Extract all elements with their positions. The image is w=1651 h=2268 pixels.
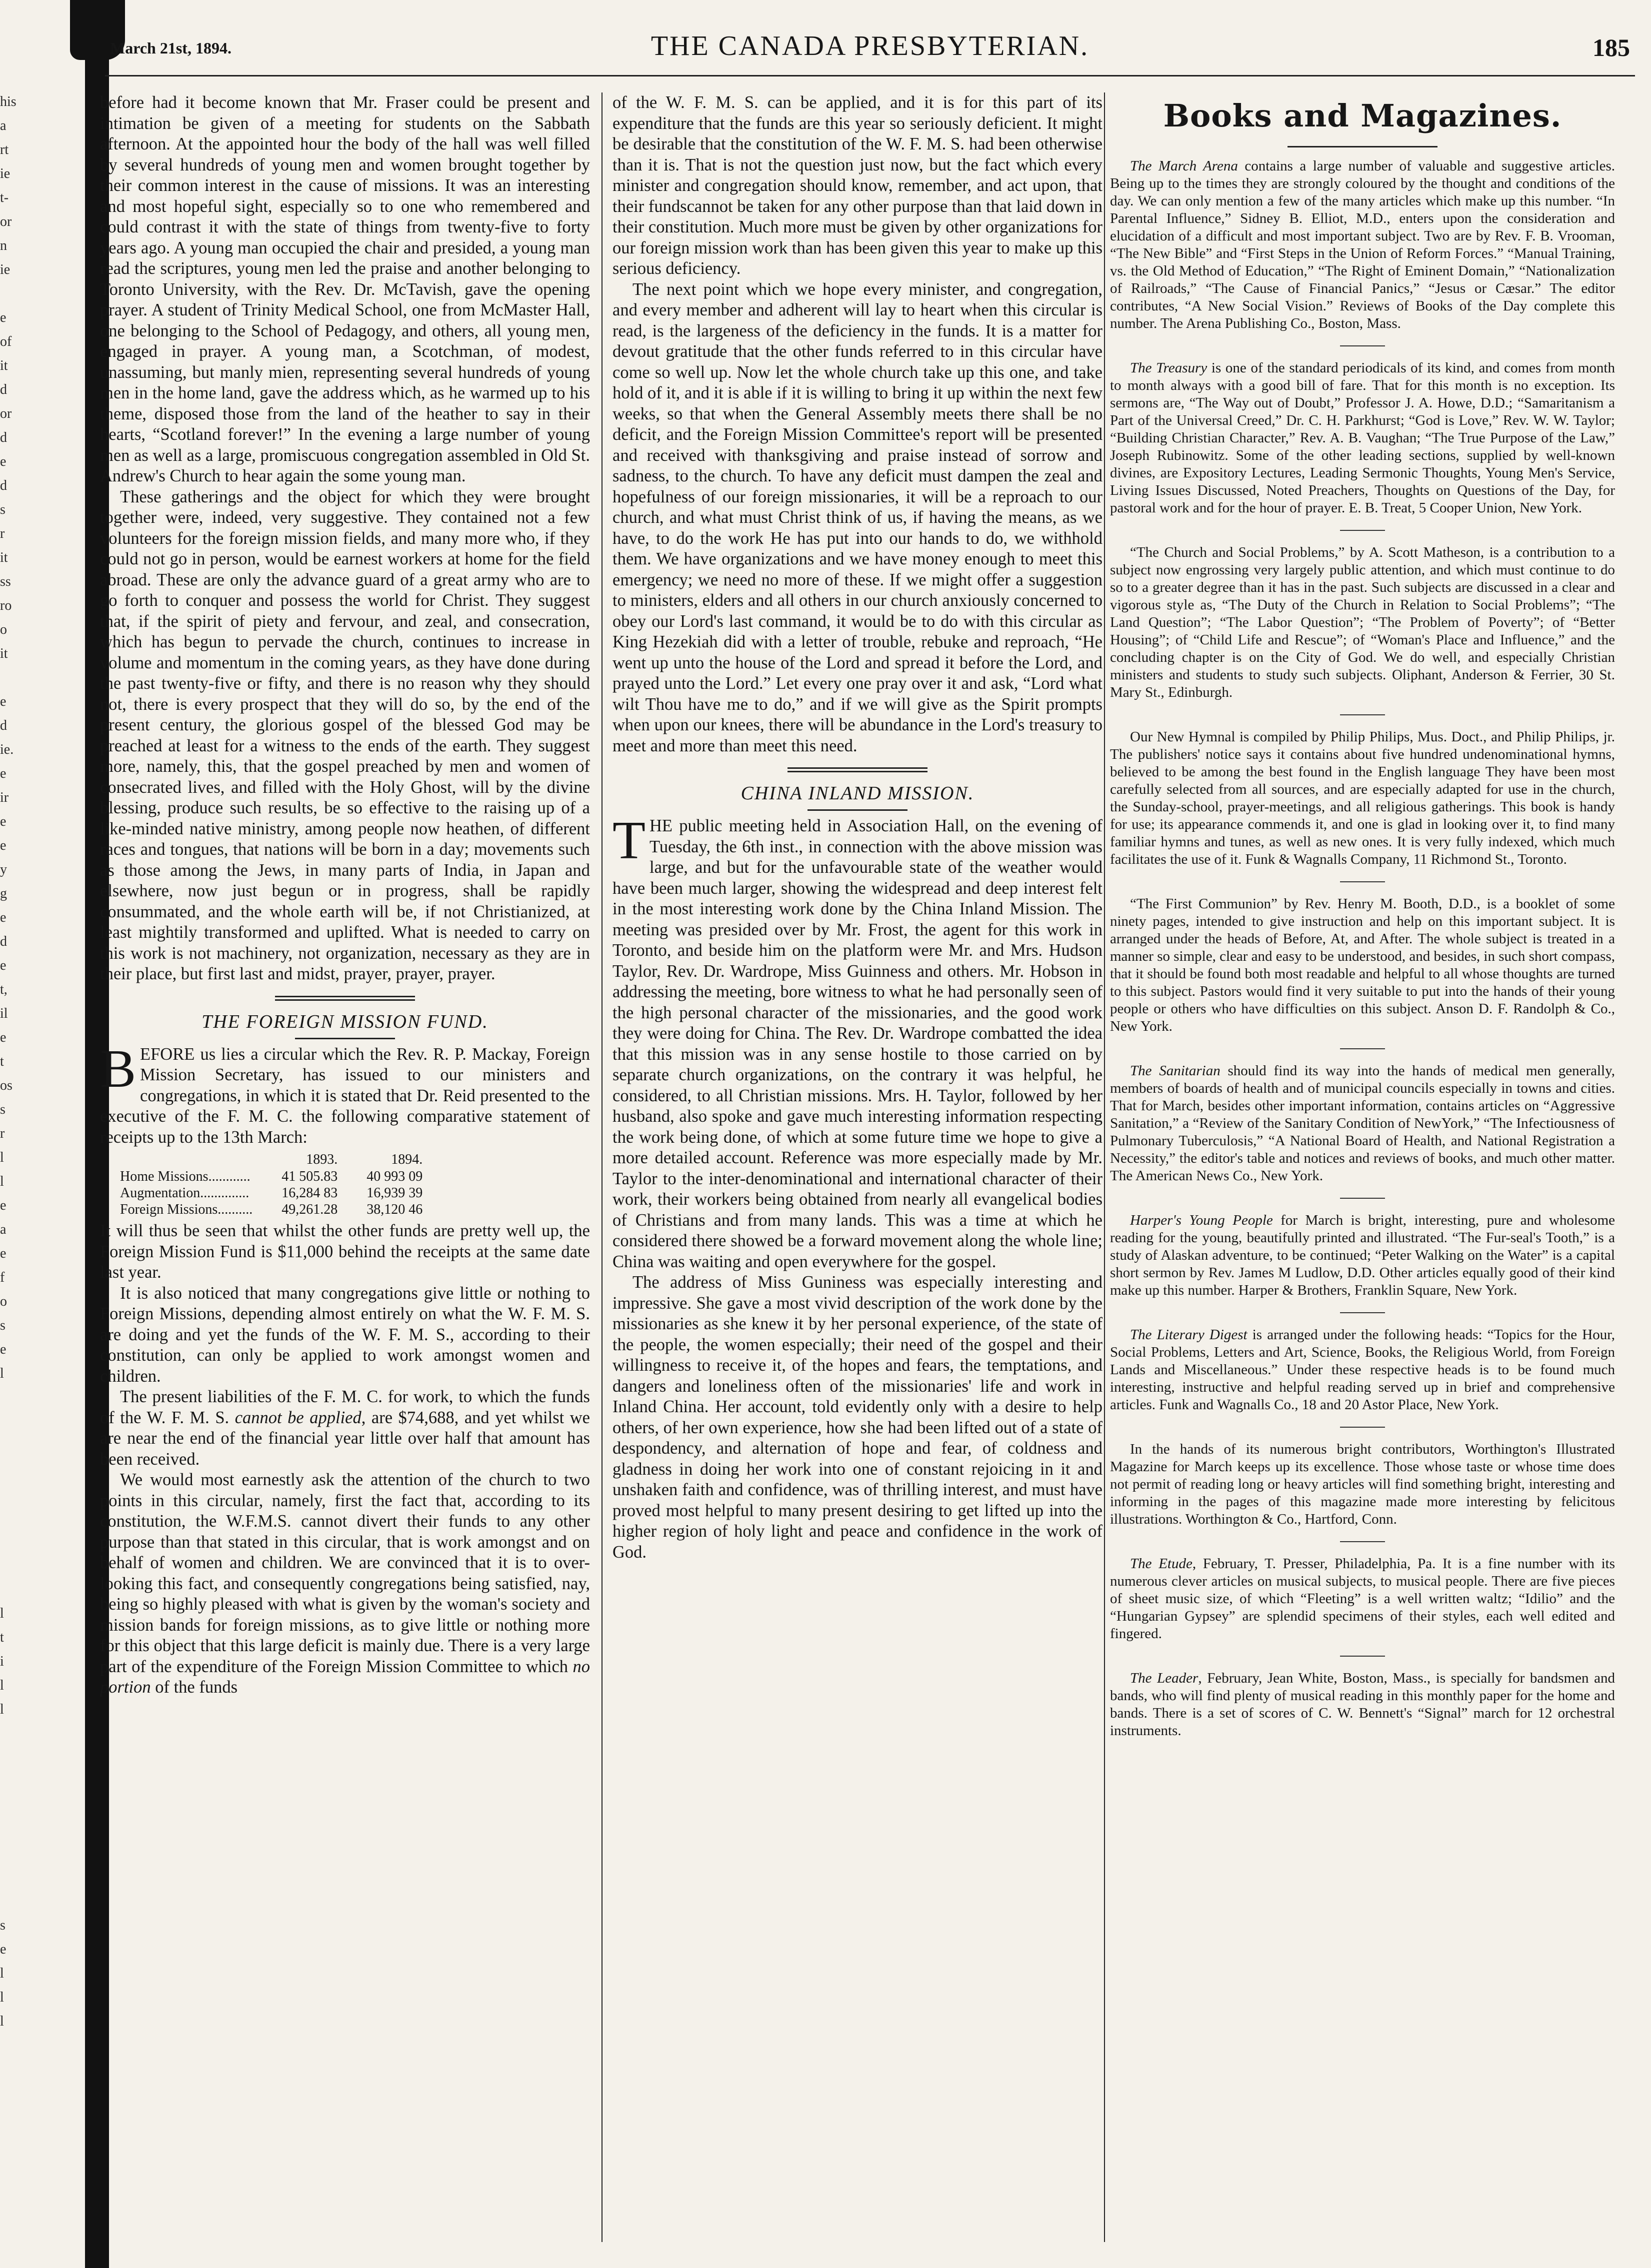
section-divider [275, 996, 415, 1001]
review-list [1110, 157, 1615, 1740]
review-separator [1340, 1312, 1385, 1313]
table-row: Foreign Missions.......... 49,261.28 38,120 46 [120, 1202, 423, 1217]
section-divider [788, 767, 928, 772]
page-number: 185 [1592, 33, 1630, 61]
table-row: Home Missions............ 41 505.83 40 993 09 [120, 1169, 423, 1184]
paragraph: of the W. F. M. S. can be applied, and it is for this part of its expenditure that the funds are this year so seriously deficient. It might be desirable that the constitution of the W. F. M. S. had been otherwise than it is. That is not the question just now, but the fact which every minister and congregation should know, remember, and act upon, that their fundscannot be taken for any other purpose than that laid down in their constitution. Much more must be given by other organizations for our foreign mission work than has been given this year to make up this serious deficiency. [612, 93, 1102, 278]
page-header [105, 30, 1635, 70]
review-separator [1340, 345, 1385, 346]
review-separator [1340, 1048, 1385, 1049]
heading-rule [1288, 146, 1438, 147]
paragraph: It is also noticed that many congregations give little or nothing to Foreign Missions, depending almost entirely on what the W. F. M. S. are doing and yet the funds of the W. F. M. S., according to their constitution, can only be applied to work amongst women and children. [100, 1283, 590, 1386]
column-middle [612, 92, 1102, 2257]
review-item: The Literary Digest is arranged under the following heads: “Topics for the Hour, Social Problems, Letters and Art, Science, Books, the Religious World, from Foreign Lands and Miscellaneous.” Under these respective heads is to be found much interesting, instructive and helpful reading served up in brief and comprehensive articles. Funk and Wagnalls Co., 18 and 20 Astor Place, New York. [1110, 1327, 1615, 1413]
drop-cap: B [100, 1039, 136, 1099]
column-rule-2 [1104, 92, 1105, 2242]
previous-page-margin-text: his a rt ie t- or n ie e of it d or d e d s r it ss ro o it e d ie. e ir e e y g e d e t, il e t os s r l l e a e f o s e l l t i l l s e l l l [0, 94, 16, 2029]
review-item: The Sanitarian should find its way into the hands of medical men generally, members of boards of health and of municipal councils especially in towns and cities. That for March, besides other important information, contains articles on “Aggressive Sanitation,” a “Review of the Sanitary Condition of NewYork,” “The Infectiousness of Pulmonary Tuberculosis,” “A National Board of Health, and National Registration a Necessity,” the editor's table and notices and reviews of books, and much other matter. The American News Co., New York. [1110, 1063, 1615, 1184]
year-header: 1893. [306, 1152, 338, 1167]
publication-title: THE CANADA PRESBYTERIAN. [650, 30, 1090, 61]
review-separator [1340, 881, 1385, 882]
review-separator [1340, 530, 1385, 531]
drop-cap: T [612, 811, 646, 870]
paragraph: The address of Miss Guniness was especially interesting and impressive. She gave a most vivid description of the work done by the missionaries as she knew it by her personal experience, of the state of the people, the women especially; their need of the gospel and their willingness to receive it, of the hopes and fears, the temptations, and dangers and loneliness often of the missionaries' life and work in Inland China. Her account, told evidently only with a desire to help others, of her own experience, how she had been lifted out of a state of despondency, and alternation of hope and fear, of coldness and gladness in doing her work into one of constant rejoicing in it and unshaken faith and confidence, was of thrilling interest, and must have proved most helpful to many present desiring to get lifted up into the higher region of holy light and peace and confidence in the work of God. [612, 1273, 1102, 1562]
column-left [100, 92, 590, 2257]
issue-date: March 21st, 1894. [110, 39, 232, 57]
review-item: Our New Hymnal is compiled by Philip Philips, Mus. Doct., and Philip Philips, jr. The publishers' notice says it contains about five hundred undenominational hymns, believed to be among the best found in the English language They have been most carefully selected from all sources, and are especially adapted for use in the church, the Sunday-school, prayer-meetings, and all religious gatherings. This book is handy for use; its appearance commends it, and one is glad in looking over it, to find many familiar hymns and tunes, as well as new ones. It is very fully indexed, which much facilitates the use of it. Funk & Wagnalls Company, 11 Richmond St., Toronto. [1110, 729, 1615, 867]
review-item: The March Arena contains a large number of valuable and suggestive articles. Being up to the times they are strongly coloured by the thought and conditions of the day. We can only mention a few of the many articles which make up this number. “In Parental Influence,” Sidney B. Elliot, M.D., enters upon the consideration and elucidation of a difficult and most important subject. Two are by Rev. F. B. Vrooman, “The New Bible” and “First Steps in the Union of Reform Forces.” “Manual Training, vs. the Old Method of Education,” “The Right of Eminent Domain,” “Nationalization of Railroads,” “The Cause of Financial Panics,” “Jesus or Cæsar.” The editor contributes, “A New Social Vision.” Reviews of Books of the Day complete this number. The Arena Publishing Co., Boston, Mass. [1110, 158, 1615, 331]
review-item: The Treasury is one of the standard periodicals of its kind, and comes from month to month always with a good bill of fare. That for this month is no exception. Its sermons are, “The Way out of Doubt,” Professor J. A. Howe, D.D.; “Samaritanism a Part of the Universal Creed,” Dr. C. H. Parkhurst; “God is Love,” Rev. W. W. Taylor; “Building Christian Character,” Rev. A. B. Vaughan; “The True Purpose of the Law,” Joseph Rubinowitz. Some of the other leading sections, supplied by well-known divines, are Expository Lectures, Leading Sermonic Thoughts, Young Men's Service, Living Issues Discussed, Noted Preachers, Thoughts on Questions of the Day, for pastoral work and for the hour of prayer. E. B. Treat, 5 Cooper Union, New York. [1110, 360, 1615, 516]
review-separator [1340, 1427, 1385, 1428]
year-header: 1894. [391, 1152, 423, 1167]
section-heading: CHINA INLAND MISSION. [740, 783, 974, 804]
column-right [1110, 92, 1615, 2257]
heading-rule [808, 809, 908, 811]
section-heading: THE FOREIGN MISSION FUND. [202, 1011, 488, 1032]
header-rule [105, 75, 1635, 76]
review-separator [1340, 1656, 1385, 1657]
receipts-table [120, 1151, 590, 1218]
paragraph: The next point which we hope every minister, and congregation, and every member and adherent will lay to heart when this circular is read, is the largeness of the deficiency in the funds. It is a matter for devout gratitude that the other funds referred to in this circular have come so well up. Now let the whole church take up this one, and take hold of it, and it is able if it is willing to bring it up within the next few weeks, so that when the General Assembly meets there shall be no deficit, and the Foreign Mission Committee's report will be presented and received with thanksgiving and praise instead of sorrow and sadness, to the church. To have any deficit must dampen the zeal and hopefulness of our foreign missionaries, it will be a reproach to our church, and what must Christ think of us, if having the means, as we have, to do the work He has put into our hands to do, we withhold them. We have organizations and we have money enough to meet this emergency; we need no more of these. If we might offer a suggestion to ministers, elders and all others in our church anxiously concerned to obey our Lord's last command, it would be to do with this circular as King Hezekiah did with a letter of trouble, rebuke and reproach, “He went up unto the house of the Lord and spread it before the Lord, and prayed unto the Lord.” Let every one pray over it and ask, “Lord what wilt Thou have me to do,” and if we will give as the Spirit prompts when upon our knees, there will be abundance in the Lord's treasury to meet and more than meet this need. [612, 279, 1102, 755]
paragraph: It will thus be seen that whilst the other funds are pretty well up, the Foreign Mission Fund is $11,000 behind the receipts at the same date last year. [100, 1221, 590, 1282]
review-item: The Etude, February, T. Presser, Philadelphia, Pa. It is a fine number with its numerous clever articles on musical subjects, to musical people. There are five pieces of sheet music size, of which “Fleeting” is a well written waltz; “Idilio” and the “Hungarian Gypsey” are splendid specimens of their styles, each well edited and fingered. [1110, 1556, 1615, 1642]
review-item: The Leader, February, Jean White, Boston, Mass., is specially for bandsmen and bands, who will find plenty of musical reading in this monthly paper for the home and bands. There is a set of scores of C. W. Bennett's “Signal” march for 12 orchestral instruments. [1110, 1670, 1615, 1739]
review-separator [1340, 714, 1385, 715]
review-item: Harper's Young People for March is bright, interesting, pure and wholesome reading for the young, beautifully printed and illustrated. “The Fur-seal's Tooth,” is a study of Alaskan adventure, to be continued; “Peter Walking on the Water” is a capital short sermon by Rev. James M Ludlow, D.D. Other articles equally good of their kind make up this number. Harper & Brothers, Franklin Square, New York. [1110, 1212, 1615, 1298]
paragraph: THE public meeting held in Association Hall, on the evening of Tuesday, the 6th inst., in connection with the above mission was large, and but for the unfavourable state of the weather would have been much larger, showing the widespread and deep interest felt in the most interesting work done by the China Inland Mission. The meeting was presided over by Mr. Frost, the agent for this work in Toronto, and beside him on the platform were Mr. and Mrs. Hudson Taylor, Rev. Dr. Wardrope, Miss Guinness and others. Mr. Hobson in addressing the meeting, bore witness to what he had personally seen of the high personal character of the missionaries, and the good work they were doing for China. The Rev. Dr. Wardrope combatted the idea that this mission was in any sense hostile to those carried on by separate church organizations, on the contrary it was helpful, he considered, to all Christian missions. Mrs. H. Taylor, followed by her husband, also spoke and gave much interesting information respecting the work being done, of which at some future time we hope to give a more detailed account. Reference was more especially made by Mr. Taylor to the inter-denominational and international character of their work, their workers being obtained from nearly all evangelical bodies of Christians and from many lands. This was a time at which he considered there showed be a forward movement along the whole line; China was waiting and open everywhere for the gospel. [612, 811, 1102, 1271]
paragraph: BEFORE us lies a circular which the Rev. R. P. Mackay, Foreign Mission Secretary, has issued to our ministers and congregations, in which it is stated that Dr. Reid presented to the executive of the F. M. C. the following comparative statement of receipts up to the 13th March: [100, 1039, 590, 1147]
review-item: “The First Communion” by Rev. Henry M. Booth, D.D., is a booklet of some ninety pages, intended to give instruction and help on this important subject. It is arranged under the heads of Before, At, and After. The whole subject is treated in a manner so simple, clear and easy to be understood, and besides, in such short compass, that it should be found both most readable and helpful to all whose thoughts are turned to this subject. Pastors would find it very suitable to put into the hands of their young people or others who have difficulties on this subject. Anson D. F. Randolph & Co., New York. [1110, 896, 1615, 1034]
paragraph: The present liabilities of the F. M. C. for work, to which the funds of the W. F. M. S. cannot be applied, are $74,688, and yet whilst we are near the end of the financial year little over half that amount has been received. [100, 1387, 590, 1469]
review-separator [1340, 1198, 1385, 1199]
table-row: Augmentation.............. 16,284 83 16,939 39 [120, 1185, 423, 1201]
paragraph: We would most earnestly ask the attention of the church to two points in this circular, namely, first the fact that, according to its constitution, the W.F.M.S. cannot divert their funds to any other purpose than that stated in this circular, that is work amongst and on behalf of women and children. We are convinced that it is to over-looking this fact, and consequently congregations being satisfied, nay, being so highly pleased with what is given by the woman's society and mission bands for foreign missions, as to give little or nothing more for this object that this large deficit is mainly due. There is a very large part of the expenditure of the Foreign Mission Committee to which no portion of the funds [100, 1470, 590, 1697]
books-magazines-heading: Books and Magazines. [1163, 97, 1562, 134]
review-separator [1340, 1541, 1385, 1542]
review-item: “The Church and Social Problems,” by A. Scott Matheson, is a contribution to a subject now engrossing very largely public attention, and which must continue to do so to a greater degree than it has in the past. Such subjects are discussed in a clear and vigorous style as, “The Duty of the Church in Relation to Social Problems”; “The Land Question”; “The Labor Question”; “The Problem of Poverty”; of “Better Housing”; of “Child Life and Rescue”; of “Woman's Place and Influence,” and the concluding chapter is on the City of God. We do well, and especially Christian ministers and students to study such subjects. Oliphant, Anderson & Ferrier, 30 St. Mary St., Edinburgh. [1110, 544, 1615, 700]
paragraph: These gatherings and the object for which they were brought together were, indeed, very suggestive. They contained not a few volunteers for the foreign mission fields, and many more who, if they could not go in person, would be earnest workers at home for the field abroad. These are only the advance guard of a great army who are to go forth to conquer and possess the world for Christ. They suggest that, if the spirit of piety and fervour, and zeal, and consecration, which has begun to pervade the church, continues to increase in volume and momentum in the coming years, as they have done during the past twenty-five or fifty, and there is no reason why they should not, there is every prospect that they will do so, by the end of the present century, the glorious gospel of the blessed God may be preached at least for a witness to the ends of the earth. They suggest more, namely, this, that the gospel preached by men and women of consecrated lives, and filled with the Holy Ghost, will by the divine blessing, produce such results, be so effective to the raising up of a like-minded native ministry, among people now heathen, of different races and tongues, that nations will be born in a day; movements such as those among the Jews, in many parts of India, in Japan and elsewhere, now just begun or in progress, shall be rapidly consummated, and the whole earth will be, if not Christianized, at least mightily transformed and uplifted. What is needed to carry on this work is not machinery, not organization, necessary as they are in their place, but first last and midst, prayer, prayer, prayer. [100, 487, 590, 983]
heading-rule [295, 1038, 395, 1039]
review-item: In the hands of its numerous bright contributors, Worthington's Illustrated Magazine for March keeps up its excellence. Those whose taste or whose time does not permit of reading long or heavy articles will find something bright, interesting and informing in the pages of this magazine made more interesting by felicitous illustrations. Worthington & Co., Hartford, Conn. [1110, 1441, 1615, 1527]
paragraph: before had it become known that Mr. Fraser could be present and intimation be given of a meeting for students on the Sabbath afternoon. At the appointed hour the body of the hall was well filled by several hundreds of young men and women brought together by their common interest in the cause of missions. It was an interesting and most hopeful sight, especially so to one who remembered and could contrast it with the state of things from twenty-five to forty years ago. A young man occupied the chair and presided, a young man read the scriptures, young men led the praise and another belonging to Toronto University, with the Rev. Dr. McTavish, gave the opening prayer. A student of Trinity Medical School, one from McMaster Hall, one belonging to the School of Pedagogy, and others, all young men, engaged in prayer. A young man, a Scotchman, of modest, unassuming, but manly mien, representing several hundreds of young men in the home land, gave the address which, as he warmed up to his theme, disposed those from the land of the heather to say in their hearts, “Scotland forever!” In the evening a large number of young men as well as a large, promiscuous congregation assembled in Old St. Andrew's Church to hear again the some young man. [100, 93, 590, 485]
